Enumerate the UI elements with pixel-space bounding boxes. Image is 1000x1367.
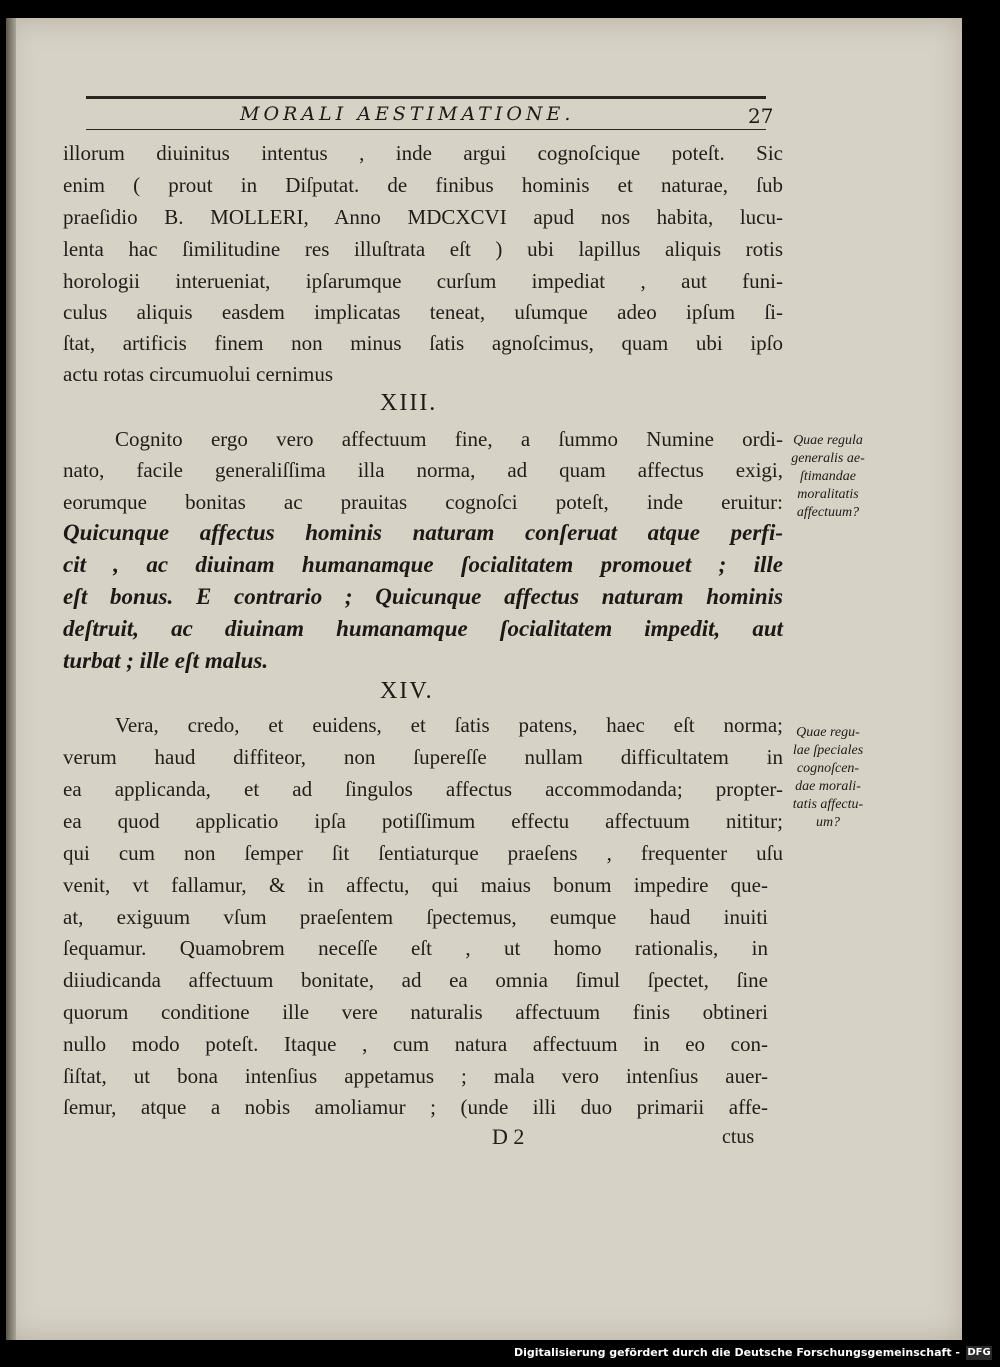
header-rule-bottom xyxy=(86,129,766,130)
running-head: MORALI AESTIMATIONE. xyxy=(240,103,575,125)
text-line: ea applicanda, et ad ſingulos affectus accommodanda; propter- xyxy=(63,777,783,801)
text-line: quorum conditione ille vere naturalis affectuum finis obtineri xyxy=(63,1000,768,1024)
margin-note-line: Quae regu- xyxy=(796,725,860,740)
text-line: ſemur, atque a nobis amoliamur ; (unde illi duo primarii affe- xyxy=(63,1095,768,1119)
margin-note-line: dae morali- xyxy=(795,779,861,794)
italic-text-line: cit , ac diuinam humanamque ſocialitatem promouet ; ille xyxy=(63,552,783,577)
text-line: actu rotas circumuolui cernimus xyxy=(63,362,333,386)
text-line: diiudicanda affectuum bonitate, ad ea omnia ſimul ſpectet, ſine xyxy=(63,968,768,992)
margin-note-line: generalis ae- xyxy=(791,451,865,466)
catchword: ctus xyxy=(722,1126,755,1148)
margin-note-line: ſtimandae xyxy=(800,469,856,484)
digitization-credit: Digitalisierung gefördert durch die Deutsche Forschungsgemeinschaft - xyxy=(513,1346,960,1359)
text-line: Vera, credo, et euidens, et ſatis patens, haec eſt norma; xyxy=(115,713,783,737)
italic-text-line: turbat ; ille eſt malus. xyxy=(63,648,269,673)
text-line: verum haud diffiteor, non ſupereſſe nullam difficultatem in xyxy=(63,745,783,769)
section-heading-14: XIV. xyxy=(380,678,434,704)
text-line: ſtat, artificis finem non minus ſatis agnoſcimus, quam ubi ipſo xyxy=(63,331,783,355)
text-line: ſiſtat, ut bona intenſius appetamus ; mala vero intenſius auer- xyxy=(63,1064,768,1088)
text-line: eorumque bonitas ac prauitas cognoſci poteſt, inde eruitur: xyxy=(63,490,783,514)
text-line: nullo modo poteſt. Itaque , cum natura affectuum in eo con- xyxy=(63,1032,768,1056)
text-line: venit, vt fallamur, & in affectu, qui maius bonum impedire que- xyxy=(63,873,768,897)
margin-note-14 xyxy=(778,724,878,832)
margin-note-line: um? xyxy=(815,815,841,830)
text-line: praeſidio B. MOLLERI, Anno MDCXCVI apud nos habita, lucu- xyxy=(63,205,783,229)
text-line: horologii interueniat, ipſarumque curſum impediat , aut funi- xyxy=(63,269,783,293)
text-line: at, exiguum vſum praeſentem ſpectemus, eumque haud inuiti xyxy=(63,905,768,929)
margin-note-line: lae ſpeciales xyxy=(792,743,864,758)
margin-note-line: affectuum? xyxy=(796,505,860,520)
margin-note-line: moralitatis xyxy=(797,487,859,502)
margin-note-line: cognoſcen- xyxy=(796,761,860,776)
text-line: qui cum non ſemper ſit ſentiaturque praeſens , frequenter uſu xyxy=(63,841,783,865)
text-line: ea quod applicatio ipſa potiſſimum effectu affectuum nititur; xyxy=(63,809,783,833)
dfg-logo: DFG xyxy=(967,1347,991,1358)
text-line: illorum diuinitus intentus , inde argui cognoſcique poteſt. Sic xyxy=(63,141,783,165)
signature-mark: D 2 xyxy=(492,1124,525,1149)
margin-note-line: Quae regula xyxy=(793,433,863,448)
italic-text-line: Quicunque affectus hominis naturam conſeruat atque perfi- xyxy=(63,520,783,545)
italic-text-line: deſtruit, ac diuinam humanamque ſocialitatem impedit, aut xyxy=(63,616,783,641)
text-line: culus aliquis easdem implicatas teneat, uſumque adeo ipſum ſi- xyxy=(63,300,783,324)
text-line: nato, facile generaliſſima illa norma, ad quam affectus exigi, xyxy=(63,458,783,482)
page-spine-edge xyxy=(6,18,16,1340)
text-line: Cognito ergo vero affectuum fine, a ſummo Numine ordi- xyxy=(115,427,783,451)
text-line: enim ( prout in Diſputat. de finibus hominis et naturae, ſub xyxy=(63,173,783,197)
text-line: lenta hac ſimilitudine res illuſtrata eſt ) ubi lapillus aliquis rotis xyxy=(63,237,783,261)
italic-text-line: eſt bonus. E contrario ; Quicunque affectus naturam hominis xyxy=(63,584,783,609)
text-line: ſequamur. Quamobrem neceſſe eſt , ut homo rationalis, in xyxy=(63,936,768,960)
header-rule-top xyxy=(86,96,766,99)
margin-note-line: tatis affectu- xyxy=(792,797,864,812)
section-heading-13: XIII. xyxy=(380,390,438,416)
page-number: 27 xyxy=(748,104,774,128)
margin-note-13 xyxy=(778,432,878,522)
